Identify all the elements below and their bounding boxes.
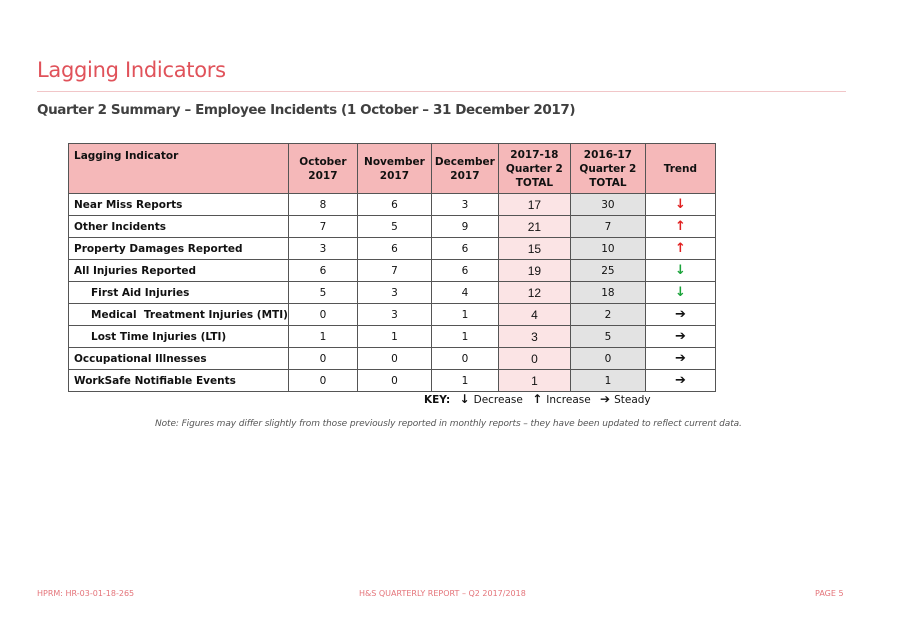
cell-previous-total: 1	[570, 370, 645, 392]
table-row	[69, 370, 716, 392]
cell-previous-total: 18	[570, 282, 645, 304]
footer-page-number: PAGE 5	[815, 589, 844, 598]
cell-trend	[645, 348, 715, 370]
cell-november: 6	[357, 194, 431, 216]
key-decrease	[460, 394, 523, 406]
footer-reference: HPRM: HR-03-01-18-265	[37, 589, 135, 598]
cell-trend	[645, 216, 715, 238]
row-label: Occupational Illnesses	[69, 348, 289, 370]
footer-report-title: H&S QUARTERLY REPORT – Q2 2017/2018	[359, 589, 526, 598]
arrow-right-icon: ➔	[600, 392, 611, 406]
cell-november: 3	[357, 304, 431, 326]
cell-december: 9	[431, 216, 498, 238]
cell-october: 1	[288, 326, 357, 348]
cell-trend	[645, 304, 715, 326]
table-row	[69, 194, 716, 216]
cell-trend	[645, 260, 715, 282]
cell-previous-total: 5	[570, 326, 645, 348]
cell-november: 1	[357, 326, 431, 348]
key-decrease-label: Decrease	[473, 394, 523, 406]
cell-trend	[645, 326, 715, 348]
title-divider	[37, 91, 846, 92]
table-row	[69, 348, 716, 370]
header-previous-total: 2016-17 Quarter 2 TOTAL	[570, 144, 645, 194]
table-row	[69, 282, 716, 304]
cell-october: 0	[288, 370, 357, 392]
cell-previous-total: 30	[570, 194, 645, 216]
arrow-right-icon: ➔	[674, 329, 686, 344]
cell-october: 8	[288, 194, 357, 216]
arrow-right-icon: ➔	[674, 373, 686, 388]
trend-key	[424, 392, 651, 406]
cell-october: 3	[288, 238, 357, 260]
cell-previous-total: 10	[570, 238, 645, 260]
cell-november: 3	[357, 282, 431, 304]
cell-previous-total: 2	[570, 304, 645, 326]
key-steady	[600, 394, 651, 406]
cell-november: 6	[357, 238, 431, 260]
cell-current-total: 3	[498, 326, 570, 348]
row-label: Near Miss Reports	[69, 194, 289, 216]
table-row	[69, 304, 716, 326]
cell-november: 7	[357, 260, 431, 282]
table-header-row	[69, 144, 716, 194]
row-label: Other Incidents	[69, 216, 289, 238]
cell-october: 6	[288, 260, 357, 282]
header-november: November 2017	[357, 144, 431, 194]
arrow-right-icon: ➔	[674, 307, 686, 322]
cell-october: 0	[288, 348, 357, 370]
table-row	[69, 238, 716, 260]
cell-trend	[645, 238, 715, 260]
row-label: WorkSafe Notifiable Events	[69, 370, 289, 392]
cell-current-total: 15	[498, 238, 570, 260]
cell-december: 1	[431, 304, 498, 326]
cell-current-total: 21	[498, 216, 570, 238]
key-increase	[532, 394, 591, 406]
header-december: December 2017	[431, 144, 498, 194]
cell-previous-total: 7	[570, 216, 645, 238]
table-row	[69, 216, 716, 238]
header-october: October 2017	[288, 144, 357, 194]
cell-current-total: 17	[498, 194, 570, 216]
table-row	[69, 326, 716, 348]
cell-december: 3	[431, 194, 498, 216]
cell-december: 1	[431, 370, 498, 392]
row-label: Property Damages Reported	[69, 238, 289, 260]
cell-current-total: 19	[498, 260, 570, 282]
cell-december: 1	[431, 326, 498, 348]
header-current-total: 2017-18 Quarter 2 TOTAL	[498, 144, 570, 194]
cell-november: 0	[357, 348, 431, 370]
cell-previous-total: 0	[570, 348, 645, 370]
cell-trend	[645, 282, 715, 304]
cell-current-total: 0	[498, 348, 570, 370]
row-label: Lost Time Injuries (LTI)	[69, 326, 289, 348]
key-label: KEY:	[424, 394, 451, 406]
cell-october: 7	[288, 216, 357, 238]
cell-current-total: 4	[498, 304, 570, 326]
header-indicator: Lagging Indicator	[69, 144, 289, 194]
arrow-down-icon: ↓	[674, 263, 686, 278]
cell-november: 0	[357, 370, 431, 392]
row-label: All Injuries Reported	[69, 260, 289, 282]
arrow-up-icon: ↑	[532, 392, 543, 406]
section-subtitle: Quarter 2 Summary – Employee Incidents (1 October – 31 December 2017)	[37, 102, 576, 118]
lagging-indicators-table	[68, 143, 716, 392]
header-trend: Trend	[645, 144, 715, 194]
page-title: Lagging Indicators	[37, 58, 226, 82]
arrow-down-icon: ↓	[459, 392, 470, 406]
cell-current-total: 12	[498, 282, 570, 304]
footnote: Note: Figures may differ slightly from those previously reported in monthly reports – they have been updated to reflect current data.	[155, 419, 742, 429]
key-increase-label: Increase	[546, 394, 591, 406]
row-label: First Aid Injuries	[69, 282, 289, 304]
key-steady-label: Steady	[614, 394, 651, 406]
cell-november: 5	[357, 216, 431, 238]
cell-october: 0	[288, 304, 357, 326]
cell-trend	[645, 370, 715, 392]
cell-current-total: 1	[498, 370, 570, 392]
cell-december: 6	[431, 260, 498, 282]
cell-october: 5	[288, 282, 357, 304]
table-row	[69, 260, 716, 282]
cell-december: 0	[431, 348, 498, 370]
arrow-up-icon: ↑	[674, 241, 686, 256]
row-label: Medical Treatment Injuries (MTI)	[69, 304, 289, 326]
arrow-down-icon: ↓	[674, 197, 686, 212]
arrow-up-icon: ↑	[674, 219, 686, 234]
arrow-down-icon: ↓	[674, 285, 686, 300]
cell-december: 6	[431, 238, 498, 260]
cell-trend	[645, 194, 715, 216]
cell-december: 4	[431, 282, 498, 304]
cell-previous-total: 25	[570, 260, 645, 282]
arrow-right-icon: ➔	[674, 351, 686, 366]
